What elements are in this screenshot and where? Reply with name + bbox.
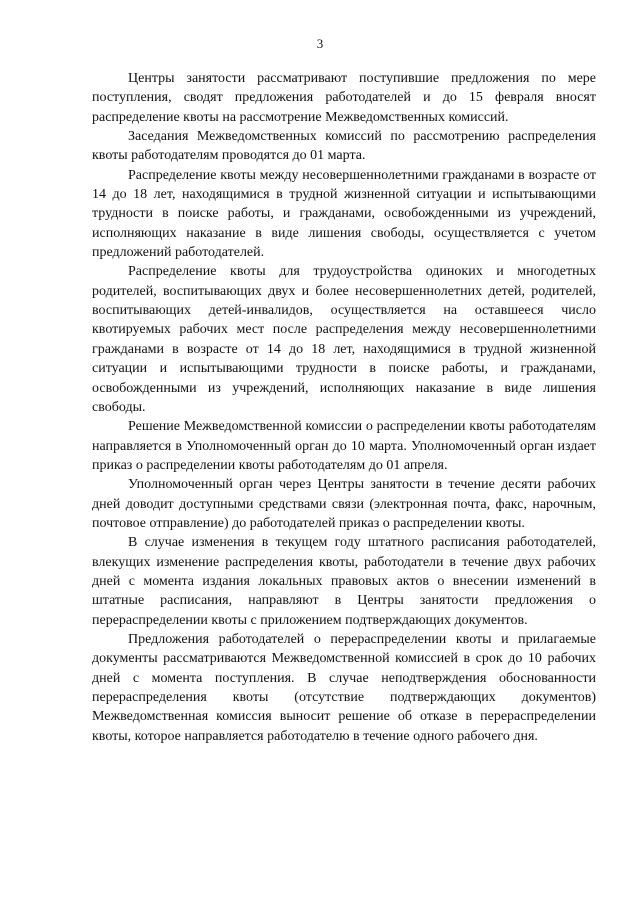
paragraph-4: Распределение квоты для трудоустройства одиноких и многодетных родителей, воспитывающих двух и более несовершеннолетних детей, родителей, воспитывающих детей-инвалидов, осуществляется на оставшееся число квотируемых рабочих мест после распределения между несовершеннолетними гражданами в возрасте от 14 до 18 лет, находящимися в трудной жизненной ситуации и испытывающими трудности в поиске работы, и гражданами, освобожденными из учреждений, исполняющих наказание в виде лишения свободы.: [92, 264, 596, 415]
paragraph-1: Центры занятости рассматривают поступившие предложения по мере поступления, сводят предложения работодателей и до 15 февраля вносят распределение квоты на рассмотрение Межведомственных комиссий.: [92, 71, 596, 125]
document-body: [92, 69, 596, 746]
paragraph-2: Заседания Межведомственных комиссий по рассмотрению распределения квоты работодателям проводятся до 01 марта.: [92, 129, 596, 164]
paragraph-7: В случае изменения в текущем году штатного расписания работодателей, влекущих изменение распределения квоты, работодатели в течение двух рабочих дней с момента издания локальных правовых актов о внесении изменений в штатные расписания, направляют в Центры занятости предложения о перераспределении квоты с приложением подтверждающих документов.: [92, 535, 596, 628]
paragraph-3: Распределение квоты между несовершеннолетними гражданами в возрасте от 14 до 18 лет, находящимися в трудной жизненной ситуации и испытывающими трудности в поиске работы, и гражданами, освобожденными из учреждений, исполняющих наказание в виде лишения свободы, осуществляется с учетом предложений работодателей.: [92, 167, 596, 261]
paragraph-5: Решение Межведомственной комиссии о распределении квоты работодателям направляется в Уполномоченный орган до 10 марта. Уполномоченный орган издает приказ о распределении квоты работодателям до 01 апреля.: [92, 419, 596, 473]
paragraph-6: Уполномоченный орган через Центры занятости в течение десяти рабочих дней доводит доступными средствами связи (электронная почта, факс, нарочным, почтовое отправление) до работодателей приказ о распределении квоты.: [92, 477, 596, 531]
paragraph-8: Предложения работодателей о перераспределении квоты и прилагаемые документы рассматриваются Межведомственной комиссией в срок до 10 рабочих дней с момента поступления. В случае неподтверждения обоснованности перераспределения квоты (отсутствие подтверждающих документов) Межведомственная комиссия выносит решение об отказе в перераспределении квоты, которое направляется работодателю в течение одного рабочего дня.: [92, 631, 596, 744]
page-number: 3: [316, 36, 324, 51]
